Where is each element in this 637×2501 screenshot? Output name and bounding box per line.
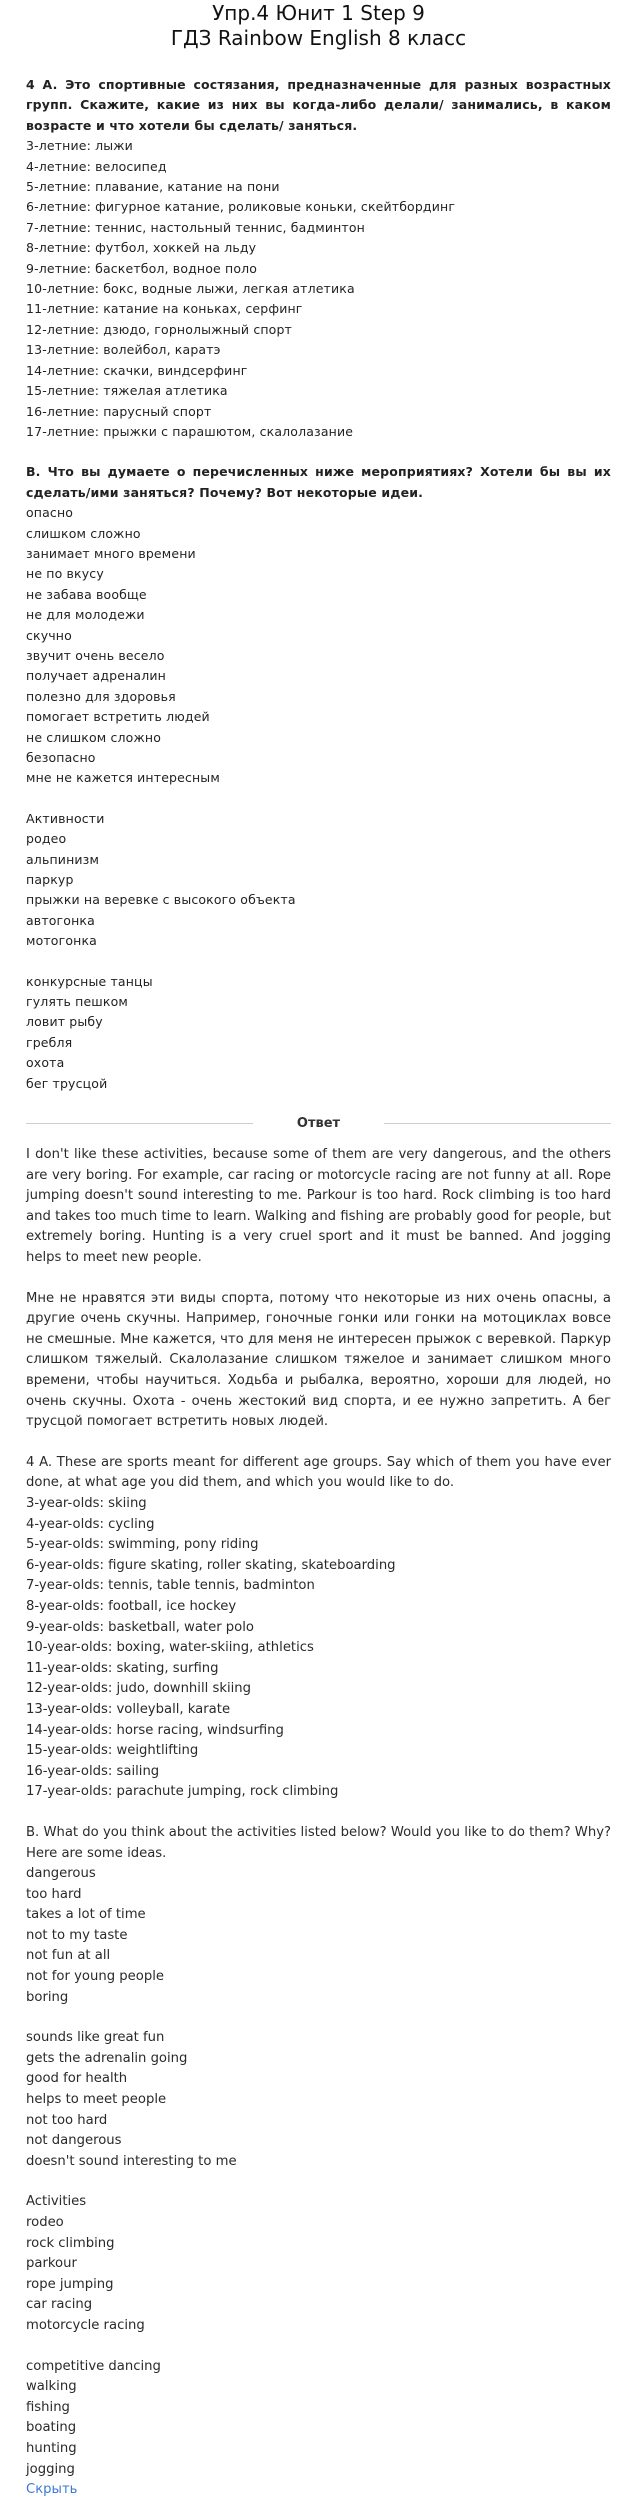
list-item: Activities: [26, 2194, 87, 2210]
list-item: 15-летние: тяжелая атлетика: [26, 383, 228, 399]
list-item: dangerous: [26, 1866, 96, 1882]
list-item: гребля: [26, 1034, 73, 1050]
list-item: родео: [26, 831, 67, 847]
answer-b-question: B. What do you think about the activities listed below? Would you like to do them? Why? Here are some ideas.: [26, 1824, 611, 1861]
list-item: not for young people: [26, 1969, 164, 1985]
list-item: 12-year-olds: judo, downhill skiing: [26, 1681, 252, 1697]
list-item: too hard: [26, 1886, 82, 1902]
page-title-line1: Упр.4 Юнит 1 Step 9: [212, 1, 425, 25]
list-item: 9-year-olds: basketball, water polo: [26, 1619, 254, 1635]
list-item: безопасно: [26, 750, 96, 765]
list-item: 3-летние: лыжи: [26, 138, 133, 154]
answer-b-opinions-1: [26, 1864, 611, 2008]
list-item: 13-летние: волейбол, каратэ: [26, 342, 221, 358]
answer-paragraph-en: I don't like these activities, because some of them are very dangerous, and the others are very boring. For example, car racing or motorcycle racing are not funny at all. Rope jumping doesn't sound interesting to me. Parkour is too hard. Rock climbing is too hard and takes too much time to learn. Walking and fishing are probably good for people, but extremely boring. Hunting is a very cruel sport and it must be banned. And jogging helps to meet new people.: [26, 1147, 611, 1266]
list-item: 17-year-olds: parachute jumping, rock climbing: [26, 1784, 339, 1800]
list-item: 4-летние: велосипед: [26, 158, 167, 174]
page-title-line2: ГДЗ Rainbow English 8 класс: [170, 26, 467, 50]
list-item: 10-летние: бокс, водные лыжи, легкая атлетика: [26, 281, 355, 297]
task-a-list: [26, 136, 611, 442]
list-item: не для молодежи: [26, 607, 145, 623]
list-item: rodeo: [26, 2215, 64, 2230]
list-item: gets the adrenalin going: [26, 2050, 188, 2066]
list-item: 16-year-olds: sailing: [26, 1763, 160, 1779]
list-item: hunting: [26, 2440, 77, 2456]
list-item: 14-летние: скачки, виндсерфинг: [26, 362, 248, 378]
list-item: 7-year-olds: tennis, table tennis, badminton: [26, 1578, 315, 1594]
task-b-activities-2: [26, 972, 611, 1094]
list-item: полезно для здоровья: [26, 688, 176, 704]
answer-b-activities-1: [26, 2192, 611, 2336]
list-item: не по вкусу: [26, 566, 104, 582]
list-item: jogging: [26, 2461, 75, 2477]
list-item: 9-летние: баскетбол, водное поло: [26, 260, 258, 276]
list-item: 5-летние: плавание, катание на пони: [26, 179, 280, 195]
list-item: 4-year-olds: cycling: [26, 1516, 155, 1532]
task-b-question: B. Что вы думаете о перечисленных ниже мероприятиях? Хотели бы вы их сделать/ими заняться? Почему? Вот некоторые идеи.: [26, 464, 611, 500]
list-item: гулять пешком: [26, 994, 128, 1010]
hide-answer-link[interactable]: Скрыть: [26, 2482, 78, 2498]
page-header: [26, 0, 611, 51]
list-item: 10-year-olds: boxing, water-skiing, athletics: [26, 1640, 314, 1656]
list-item: занимает много времени: [26, 545, 196, 561]
answer-b-opinions-2: [26, 2028, 611, 2172]
list-item: not to my taste: [26, 1927, 128, 1943]
list-item: скучно: [26, 627, 72, 643]
list-item: 8-летние: футбол, хоккей на льду: [26, 240, 257, 256]
list-item: альпинизм: [26, 851, 100, 867]
list-item: boating: [26, 2420, 77, 2436]
answer-heading: Ответ: [296, 1116, 341, 1132]
list-item: помогает встретить людей: [26, 709, 210, 725]
list-item: бег трусцой: [26, 1075, 108, 1091]
list-item: not too hard: [26, 2112, 108, 2128]
list-item: good for health: [26, 2071, 128, 2087]
answer-a-question: 4 A. These are sports meant for different age groups. Say which of them you have ever done, at what age you did them, and which you would like to do.: [26, 1454, 611, 1491]
task-b-activities-1: [26, 809, 611, 952]
list-item: competitive dancing: [26, 2358, 161, 2374]
answer-divider: [26, 1116, 611, 1131]
list-item: takes a lot of time: [26, 1907, 146, 1923]
list-item: 3-year-olds: skiing: [26, 1496, 147, 1511]
list-item: мне не кажется интересным: [26, 770, 220, 786]
list-item: 17-летние: прыжки с парашютом, скалолазание: [26, 423, 354, 439]
list-item: parkour: [26, 2256, 77, 2272]
answer-body: [26, 1145, 611, 2501]
list-item: ловит рыбу: [26, 1014, 103, 1030]
list-item: fishing: [26, 2399, 70, 2415]
list-item: 12-летние: дзюдо, горнолыжный спорт: [26, 321, 292, 337]
divider-line-left: [26, 1123, 253, 1124]
list-item: walking: [26, 2379, 77, 2395]
list-item: охота: [26, 1055, 65, 1071]
list-item: 6-летние: фигурное катание, роликовые коньки, скейтбординг: [26, 199, 456, 215]
list-item: car racing: [26, 2297, 93, 2313]
list-item: звучит очень весело: [26, 647, 165, 663]
list-item: doesn't sound interesting to me: [26, 2153, 237, 2169]
answer-paragraph-ru: Мне не нравятся эти виды спорта, потому что некоторые из них очень опасны, а другие очень скучны. Например, гоночные гонки или гонки на мотоциклах вовсе не смешные. Мне кажется, что для меня не интересен прыжок с веревкой. Паркур слишком тяжелый. Скалолазание слишком тяжелое и занимает слишком много времени, чтобы научиться. Ходьба и рыбалка, вероятно, хороши для людей, но очень скучны. Охота - очень жестокий вид спорта, и ее нужно запретить. А бег трусцой помогает встретить новых людей.: [26, 1290, 611, 1430]
list-item: 13-year-olds: volleyball, karate: [26, 1701, 231, 1717]
list-item: not fun at all: [26, 1948, 111, 1964]
list-item: опасно: [26, 505, 74, 521]
list-item: 6-year-olds: figure skating, roller skating, skateboarding: [26, 1557, 396, 1573]
list-item: получает адреналин: [26, 668, 166, 684]
list-item: автогонка: [26, 912, 95, 928]
list-item: helps to meet people: [26, 2092, 167, 2108]
list-item: конкурсные танцы: [26, 973, 153, 989]
list-item: 15-year-olds: weightlifting: [26, 1743, 199, 1759]
list-item: слишком сложно: [26, 525, 141, 541]
task-b-opinions: [26, 503, 611, 789]
list-item: 8-year-olds: football, ice hockey: [26, 1598, 237, 1614]
list-item: rock climbing: [26, 2235, 115, 2251]
divider-line-right: [384, 1123, 611, 1124]
list-item: 16-летние: парусный спорт: [26, 403, 212, 419]
list-item: мотогонка: [26, 933, 97, 949]
list-item: 14-year-olds: horse racing, windsurfing: [26, 1722, 284, 1738]
list-item: не слишком сложно: [26, 729, 162, 745]
task-russian: [26, 75, 611, 1094]
list-item: not dangerous: [26, 2133, 122, 2149]
list-item: boring: [26, 1989, 69, 2005]
list-item: rope jumping: [26, 2276, 114, 2292]
task-a-question: 4 A. Это спортивные состязания, предназначенные для разных возрастных групп. Скажите, какие из них вы когда-либо делали/ занимались, в каком возрасте и что хотели бы сделать/ заняться.: [26, 77, 611, 133]
list-item: 7-летние: теннис, настольный теннис, бадминтон: [26, 219, 365, 235]
list-item: motorcycle racing: [26, 2317, 145, 2333]
answer-a-list: [26, 1494, 611, 1803]
list-item: sounds like great fun: [26, 2030, 165, 2046]
list-item: 11-year-olds: skating, surfing: [26, 1660, 219, 1676]
list-item: паркур: [26, 872, 74, 888]
answer-b-activities-2: [26, 2357, 611, 2481]
list-item: 5-year-olds: swimming, pony riding: [26, 1537, 259, 1553]
list-item: 11-летние: катание на коньках, серфинг: [26, 301, 303, 317]
list-item: прыжки на веревке с высокого объекта: [26, 892, 296, 908]
list-item: не забава вообще: [26, 586, 147, 602]
list-item: Активности: [26, 810, 105, 826]
